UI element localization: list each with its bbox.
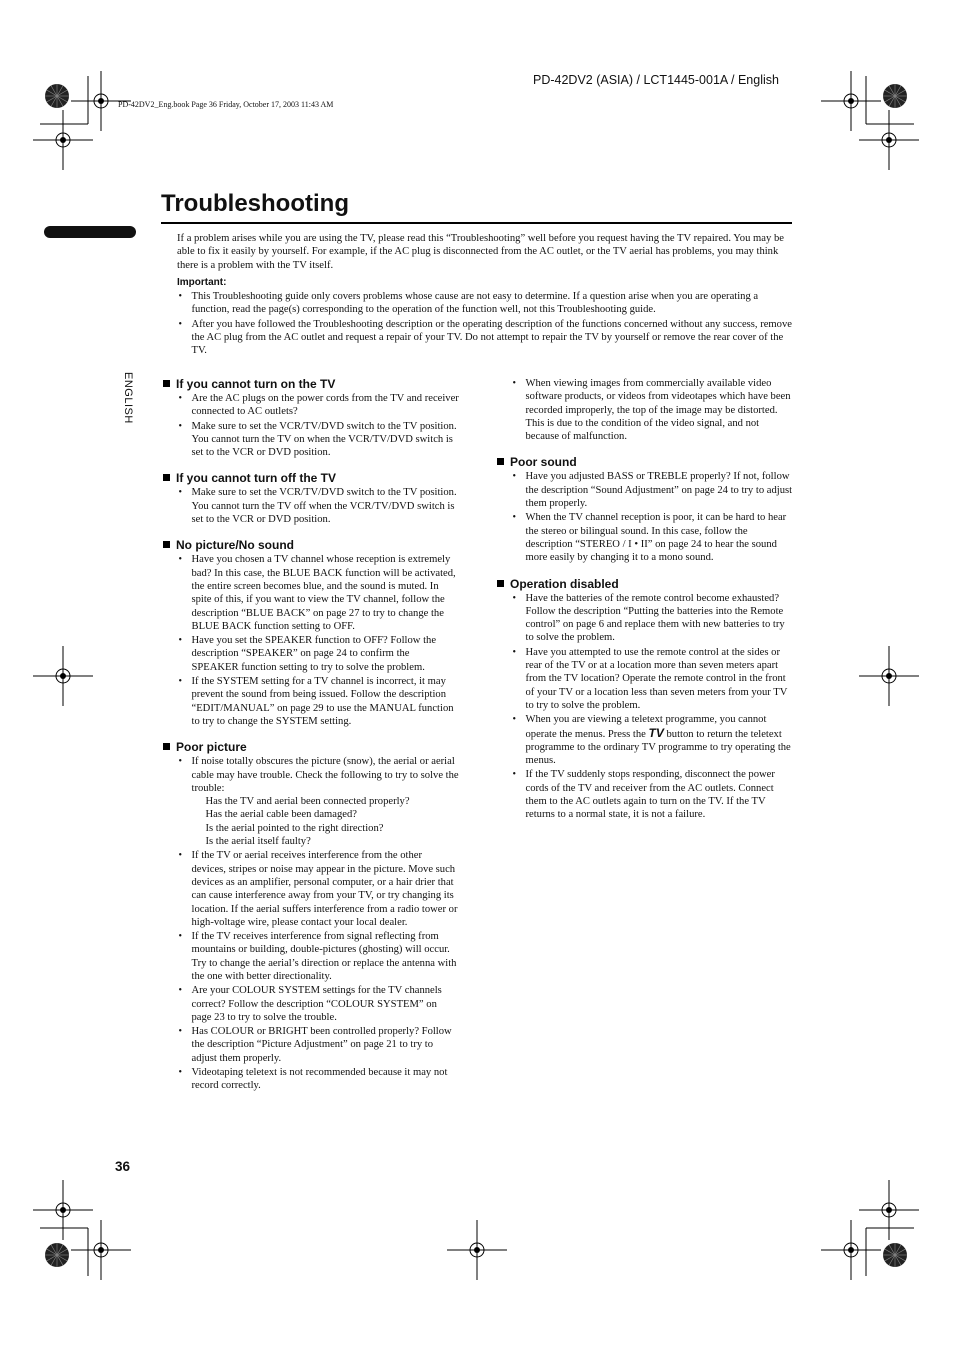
list-item: • Are the AC plugs on the power cords from the TV and receiver connected to AC outlets? <box>177 392 459 419</box>
list-item: • Videotaping teletext is not recommended because it may not record correctly. <box>177 1066 459 1093</box>
page-number: 36 <box>115 1159 131 1174</box>
check-question: Has the TV and aerial been connected properly? <box>205 796 410 808</box>
crosshair-icon <box>821 1220 881 1280</box>
crosshair-icon <box>33 646 93 706</box>
list-item: • If the SYSTEM setting for a TV channel is incorrect, it may prevent the sound from being issued. Follow the description “EDIT/MANUAL” on page 29 to use the MANUAL function to try to change the SYSTEM setting. <box>177 675 459 728</box>
section-heading: Poor sound <box>497 455 793 469</box>
section-heading: If you cannot turn off the TV <box>163 471 459 485</box>
list-item: • When the TV channel reception is poor, it can be hard to hear the stereo or bilingual sound. In this case, follow the description “STEREO / I • II” on page 24 to hear the sound more easily by changing it to a mono sound. <box>511 511 793 564</box>
list-item: • Make sure to set the VCR/TV/DVD switch to the TV position. You cannot turn the TV off when the VCR/TV/DVD switch is set to the VCR or DVD position. <box>177 486 459 526</box>
list-item: • Have the batteries of the remote control become exhausted? Follow the description “Putting the batteries into the Remote control” on page 6 and replace them with new batteries to try to solve the problem. <box>511 592 793 645</box>
crosshair-icon <box>71 1220 131 1280</box>
list-item: • When viewing images from commercially available video software products, or videos from videotapes which have been recorded improperly, the top of the image may be distorted. This is due to the condition of the video signal, and not because of malfunction. <box>511 377 793 443</box>
registration-target-icon <box>883 1243 907 1267</box>
list-item: • If the TV receives interference from signal reflecting from mountains or building, double-pictures (ghosting) will occur. Try to change the aerial’s direction or replace the antenna with the one with better directionality. <box>177 930 459 983</box>
crosshair-icon <box>71 71 131 131</box>
section-heading: Operation disabled <box>497 577 793 591</box>
registration-target-icon <box>45 1243 69 1267</box>
list-item: • When you are viewing a teletext programme, you cannot operate the menus. Press the TV button to return the teletext programme to the ordinary TV programme to try operating the menus. <box>511 713 793 767</box>
crosshair-icon <box>33 1180 93 1240</box>
list-item: • If the TV suddenly stops responding, disconnect the power cords of the TV and receiver from the AC outlets. Connect them to the AC outlets again to turn on the TV. If the TV returns to a normal state, it is not a failure. <box>511 768 793 821</box>
list-item: • Are your COLOUR SYSTEM settings for the TV channels correct? Follow the description “COLOUR SYSTEM” on page 23 to try to solve the trouble. <box>177 984 459 1024</box>
crosshair-icon <box>859 1180 919 1240</box>
crosshair-icon <box>821 71 881 131</box>
list-item: • This Troubleshooting guide only covers problems whose cause are not easy to determine. If a question arise when you are operating a function, read the page(s) corresponding to the operation of the function well, not this Troubleshooting guide. <box>177 290 792 317</box>
book-info-line: PD-42DV2_Eng.book Page 36 Friday, October 17, 2003 11:43 AM <box>118 100 334 109</box>
section-heading: No picture/No sound <box>163 538 459 552</box>
check-question: Is the aerial itself faulty? <box>205 836 311 848</box>
page-title: Troubleshooting <box>161 190 349 217</box>
list-item: • If the TV or aerial receives interference from the other devices, stripes or noise may appear in the picture. Move such devices as an amplifier, personal computer, or a hair drier that can cause interference away from your TV, or try changing its location. If the aerial suffers interference from a radio tower or high-voltage wire, please contact your local dealer. <box>177 849 459 929</box>
important-label: Important: <box>177 277 227 288</box>
header-model-line: PD-42DV2 (ASIA) / LCT1445-001A / English <box>533 73 779 87</box>
list-item: • Has COLOUR or BRIGHT been controlled properly? Follow the description “Picture Adjustment” on page 21 to try to adjust them properly. <box>177 1025 459 1065</box>
language-side-label: ENGLISH <box>122 372 134 424</box>
list-item: • Have you chosen a TV channel whose reception is extremely bad? In this case, the BLUE BACK function will be activated, the entire screen becomes blue, and the sound is muted. In spite of this, if you want to view the TV channel, follow the description “BLUE BACK” on page 27 to try to change the BLUE BACK function setting to OFF. <box>177 553 459 633</box>
crosshair-icon <box>33 110 93 170</box>
registration-target-icon <box>45 84 69 108</box>
registration-target-icon <box>883 84 907 108</box>
crosshair-icon <box>859 110 919 170</box>
list-item: • Have you adjusted BASS or TREBLE properly? If not, follow the description “Sound Adjustment” on page 24 to try to adjust them properly. <box>511 470 793 510</box>
list-item: • After you have followed the Troubleshooting description or the operating description of the functions concerned without any success, remove the AC plug from the AC outlet and request a repair of your TV. Do not attempt to repair the TV by yourself or remove the rear cover of the TV. <box>177 318 792 358</box>
list-item: • Have you set the SPEAKER function to OFF? Follow the description “SPEAKER” on page 24 to confirm the SPEAKER function setting to try to solve the problem. <box>177 634 459 674</box>
tv-button-label: TV <box>648 725 664 740</box>
intro-paragraph: If a problem arises while you are using the TV, please read this “Troubleshooting” well before you request having the TV repaired. You may be able to fix it easily by yourself. For example, if the AC plug is disconnected from the AC outlet, or the TV aerial has problems, you may think there is a problem with the TV itself. <box>177 233 784 271</box>
list-item: • Have you attempted to use the remote control at the sides or rear of the TV or at a location more than seven meters apart from the TV location? Operate the remote control in the front of your TV or a location less than seven meters from your TV to try to solve the problem. <box>511 646 793 712</box>
list-item: • Make sure to set the VCR/TV/DVD switch to the TV position. You cannot turn the TV on when the VCR/TV/DVD switch is set to the VCR or DVD position. <box>177 420 459 460</box>
crosshair-icon <box>447 1220 507 1280</box>
section-heading: Poor picture <box>163 740 459 754</box>
crosshair-icon <box>859 646 919 706</box>
check-question: Has the aerial cable been damaged? <box>205 809 357 821</box>
section-heading: If you cannot turn on the TV <box>163 377 459 391</box>
check-question: Is the aerial pointed to the right direction? <box>205 822 384 834</box>
list-item: • If noise totally obscures the picture (snow), the aerial or aerial cable may have trouble. Check the following to try to solve the trouble: Has the TV and aerial been connected properly? Has the aerial cable been damaged? Is the aerial pointed to the right direction? Is the aerial itself faulty? <box>177 755 459 848</box>
